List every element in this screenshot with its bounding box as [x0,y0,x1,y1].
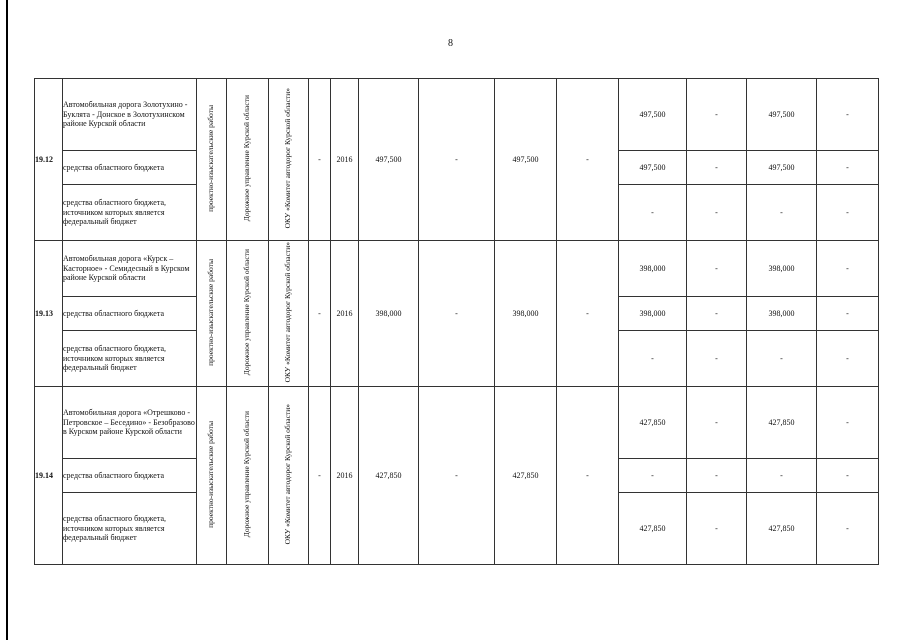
sum-cell: 497,500 [495,79,557,241]
value-cell: 398,000 [619,241,687,297]
sum-cell: 427,850 [495,387,557,565]
table-row [35,387,879,459]
value-cell: 427,850 [619,493,687,565]
value-cell: 398,000 [747,241,817,297]
value-cell: - [687,185,747,241]
customer-cell [269,387,309,565]
value-cell: - [747,459,817,493]
manager-cell [227,387,269,565]
customer-cell [269,241,309,387]
value-cell: - [817,331,879,387]
manager: Дорожное управление Курской области [242,411,252,538]
value-cell: 497,500 [619,79,687,151]
value-cell: 427,850 [747,493,817,565]
work-type-cell [197,79,227,241]
mid-dash-cell: - [419,387,495,565]
dash2-cell: - [557,241,619,387]
object-name: средства областного бюджета, источником которых является федеральный бюджет [63,493,197,565]
value-cell: - [817,185,879,241]
dash-cell: - [309,387,331,565]
value-cell: - [817,297,879,331]
total-cell: 427,850 [359,387,419,565]
page-left-edge [6,0,8,640]
value-cell: 398,000 [619,297,687,331]
value-cell: - [687,79,747,151]
year-cell: 2016 [331,387,359,565]
object-name: средства областного бюджета [63,151,197,185]
value-cell: - [619,459,687,493]
sum-cell: 398,000 [495,241,557,387]
total-cell: 398,000 [359,241,419,387]
value-cell: - [817,79,879,151]
dash-cell: - [309,241,331,387]
mid-dash-cell: - [419,241,495,387]
value-cell: - [817,387,879,459]
work-type: проектно-изыскательские работы [206,258,216,366]
work-type: проектно-изыскательские работы [206,104,216,212]
value-cell: - [687,459,747,493]
value-cell: - [687,387,747,459]
item-number: 19.14 [35,387,63,565]
dash2-cell: - [557,387,619,565]
value-cell: - [817,241,879,297]
dash2-cell: - [557,79,619,241]
manager-cell [227,241,269,387]
item-number: 19.13 [35,241,63,387]
work-type-cell [197,387,227,565]
customer: ОКУ «Комитет автодорог Курской области» [283,88,293,229]
value-cell: - [619,185,687,241]
value-cell: 398,000 [747,297,817,331]
work-type: проектно-изыскательские работы [206,420,216,528]
value-cell: - [817,493,879,565]
object-name: Автомобильная дорога «Отрешково - Петровское – Беседино» - Безобразово в Курском районе Курской области [63,387,197,459]
value-cell: 497,500 [619,151,687,185]
value-cell: - [747,331,817,387]
object-name: средства областного бюджета [63,459,197,493]
value-cell: - [687,241,747,297]
value-cell: - [687,151,747,185]
dash-cell: - [309,79,331,241]
table-row [35,79,879,151]
road-works-table [34,78,879,565]
total-cell: 497,500 [359,79,419,241]
page-number: 8 [448,38,453,49]
value-cell: - [817,459,879,493]
manager: Дорожное управление Курской области [242,249,252,376]
year-cell: 2016 [331,241,359,387]
value-cell: - [687,297,747,331]
object-name: Автомобильная дорога Золотухино - Буклята - Донское в Золотухинском районе Курской области [63,79,197,151]
value-cell: - [687,331,747,387]
work-type-cell [197,241,227,387]
value-cell: 497,500 [747,151,817,185]
object-name: средства областного бюджета [63,297,197,331]
manager: Дорожное управление Курской области [242,95,252,222]
value-cell: - [619,331,687,387]
value-cell: - [687,493,747,565]
year-cell: 2016 [331,79,359,241]
mid-dash-cell: - [419,79,495,241]
object-name: Автомобильная дорога «Курск – Касторное» - Семидесный в Курском районе Курской области [63,241,197,297]
value-cell: 427,850 [619,387,687,459]
table-row [35,241,879,297]
value-cell: - [747,185,817,241]
customer-cell [269,79,309,241]
item-number: 19.12 [35,79,63,241]
customer: ОКУ «Комитет автодорог Курской области» [283,242,293,383]
manager-cell [227,79,269,241]
value-cell: 497,500 [747,79,817,151]
object-name: средства областного бюджета, источником которых является федеральный бюджет [63,185,197,241]
value-cell: 427,850 [747,387,817,459]
value-cell: - [817,151,879,185]
object-name: средства областного бюджета, источником которых является федеральный бюджет [63,331,197,387]
customer: ОКУ «Комитет автодорог Курской области» [283,404,293,545]
